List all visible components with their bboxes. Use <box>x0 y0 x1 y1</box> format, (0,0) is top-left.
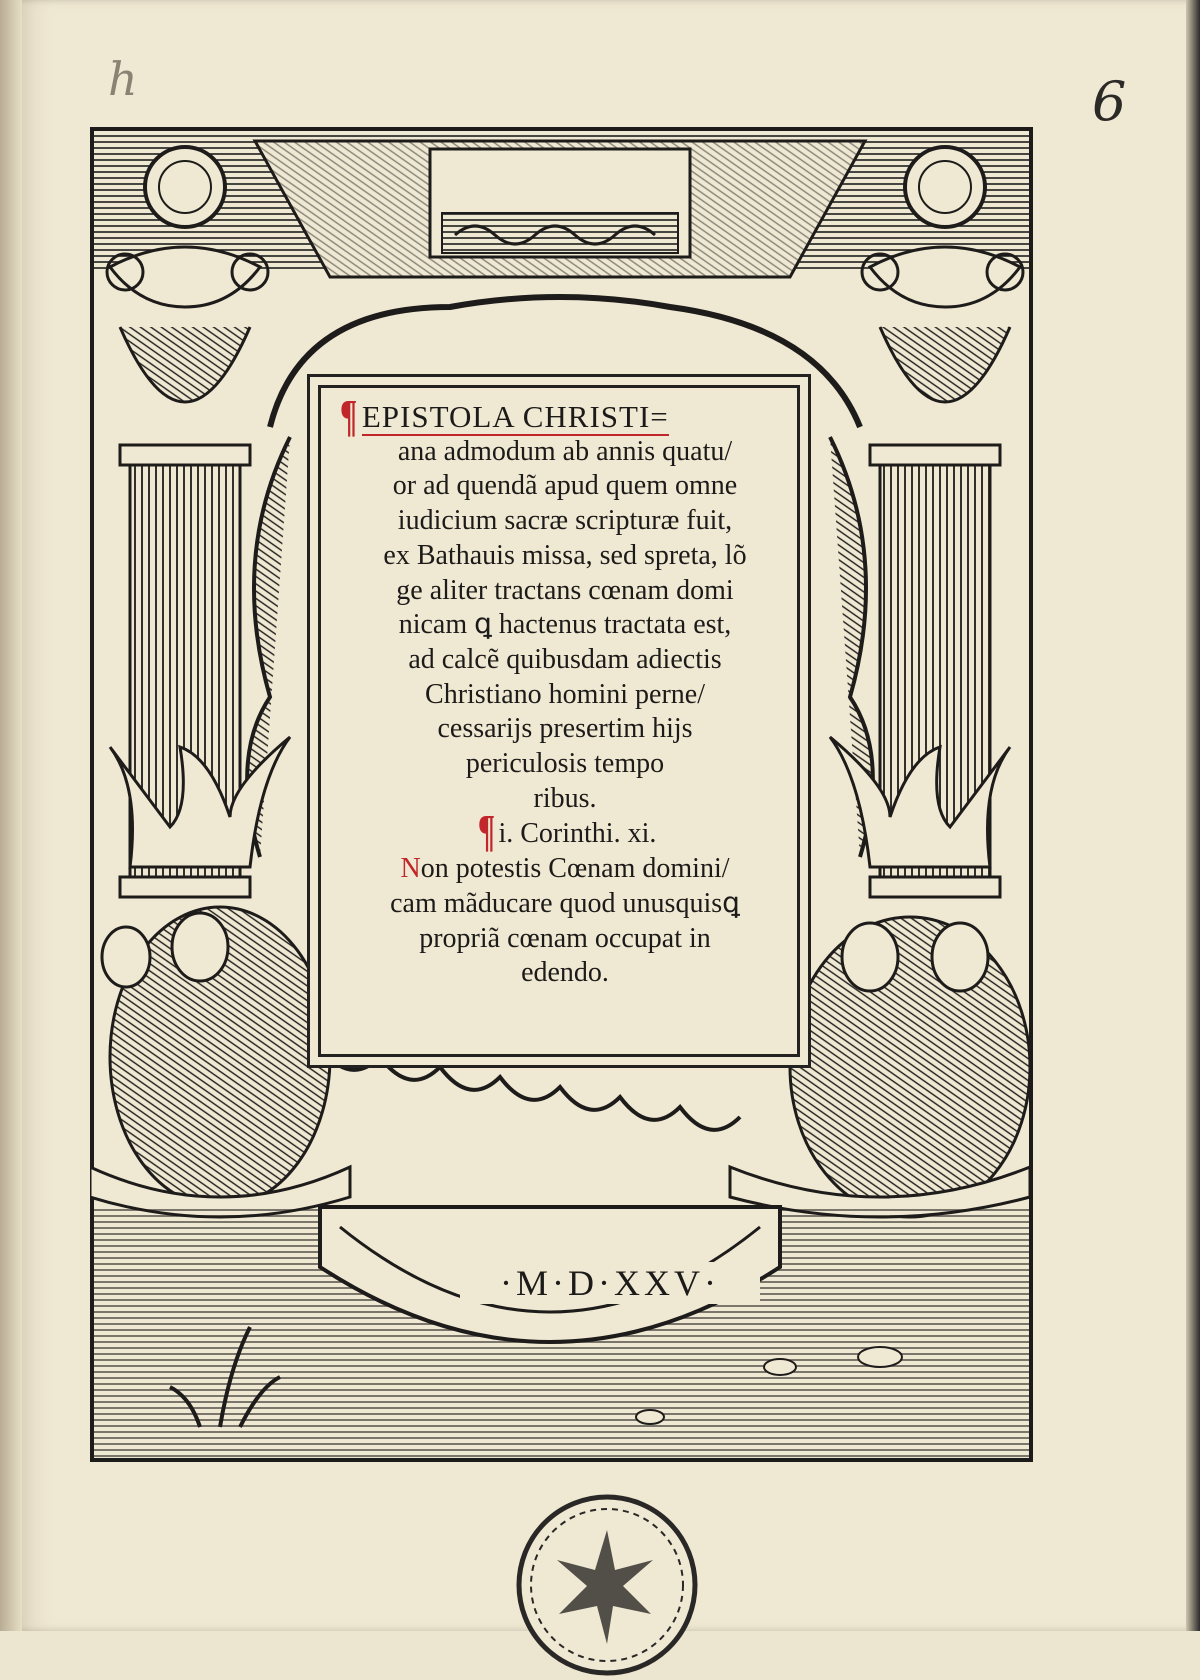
pilcrow-mark: ¶ <box>339 390 358 441</box>
red-initial: N <box>400 853 421 885</box>
title-line-3: or ad quendã apud quem omne <box>392 470 738 502</box>
title-line-11: periculosis tempo <box>465 748 665 780</box>
library-stamp <box>504 1490 710 1680</box>
title-line-5: ex Bathauis missa, sed spreta, lõ <box>383 539 747 571</box>
title-line-1: ¶ EPISTOLA CHRISTI= <box>339 390 669 441</box>
imprint-date: ·M·D·XXV· <box>460 1262 760 1304</box>
title-line-10: cessarijs presertim hijs <box>437 713 693 745</box>
title-line-7: nicam ꝗ hactenus tractata est, <box>398 609 732 641</box>
title-line-8: ad calcẽ quibusdam adiectis <box>408 643 722 675</box>
pencil-shelf-mark: h <box>108 52 138 106</box>
quote-line-2: cam mãducare quod unusquisꝗ <box>390 887 740 919</box>
title-line-9: Christiano homini perne/ <box>425 678 705 710</box>
title-line-6: ge aliter tractans cœnam domi <box>396 574 734 606</box>
title-text <box>330 390 800 991</box>
quote-line-3: propriã cœnam occupat in <box>419 922 711 954</box>
scripture-reference: ¶ i. Corinthi. xi. <box>477 805 657 857</box>
quote-line-1-rest: on potestis Cœnam domini/ <box>420 853 730 885</box>
quote-line-4: edendo. <box>521 957 609 989</box>
quote-line-1 <box>330 852 800 887</box>
title-line-12: ribus. <box>533 782 597 814</box>
title-line-2: ana admodum ab annis quatu/ <box>397 435 733 467</box>
pilcrow-mark: ¶ <box>477 805 495 857</box>
book-gutter <box>0 0 22 1631</box>
title-line-4: iudicium sacræ scripturæ fuit, <box>397 505 733 537</box>
folio-number: 6 <box>1092 70 1127 133</box>
page-edge <box>1186 0 1200 1631</box>
